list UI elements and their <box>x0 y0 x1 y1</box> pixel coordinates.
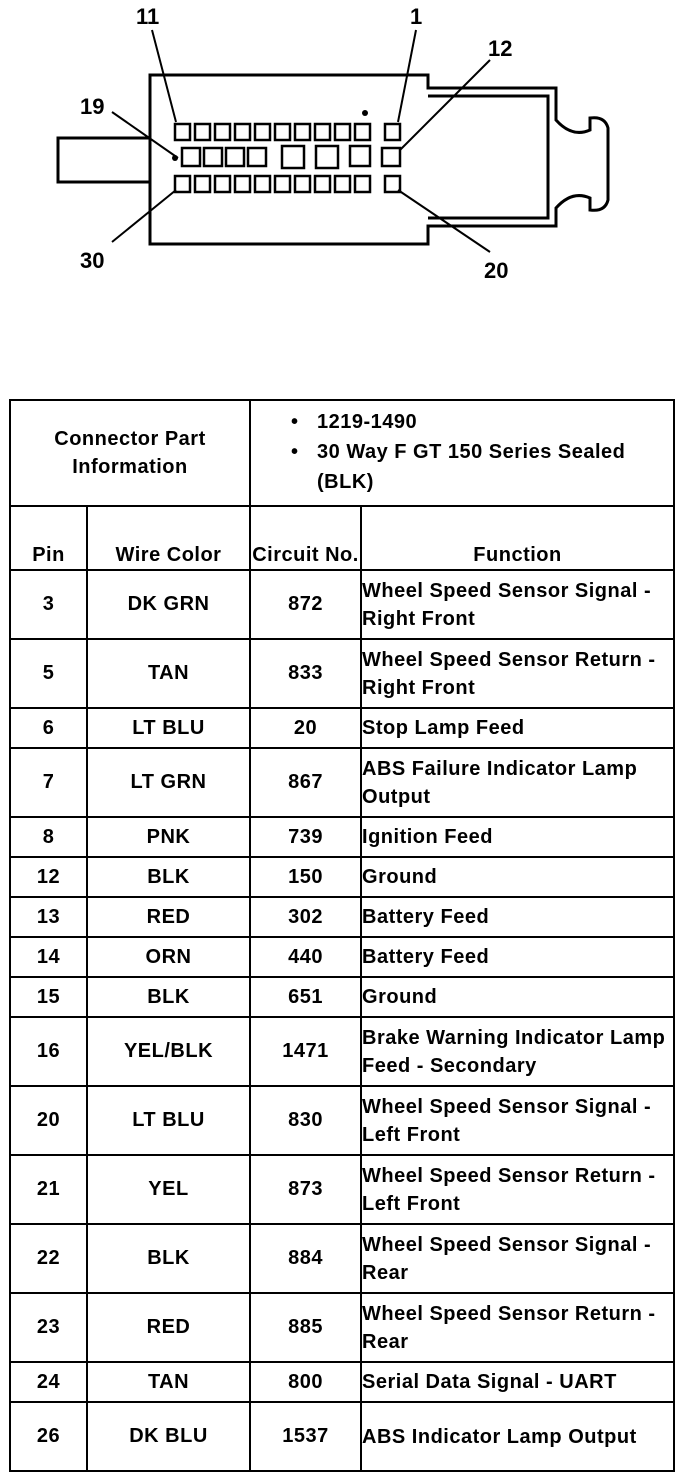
wire-color-cell: DK BLU <box>87 1402 250 1471</box>
pin-label-20: 20 <box>484 258 509 283</box>
function-cell: Brake Warning Indicator Lamp Feed - Secondary <box>361 1017 674 1086</box>
wire-color-cell: BLK <box>87 857 250 897</box>
table-header-row <box>10 506 674 570</box>
function-cell: Wheel Speed Sensor Return - Left Front <box>361 1155 674 1224</box>
pin-label-11: 11 <box>136 4 160 29</box>
function-cell: ABS Failure Indicator Lamp Output <box>361 748 674 817</box>
pinout-table <box>9 399 675 1472</box>
table-row <box>10 857 674 897</box>
pin-label-1: 1 <box>410 4 423 29</box>
header-circuit-no: Circuit No. <box>250 506 361 570</box>
pin-cell: 21 <box>10 1155 87 1224</box>
circuit-cell: 1471 <box>250 1017 361 1086</box>
wire-color-cell: TAN <box>87 1362 250 1402</box>
function-cell: Stop Lamp Feed <box>361 708 674 748</box>
pin-cell: 13 <box>10 897 87 937</box>
function-cell: Wheel Speed Sensor Signal - Right Front <box>361 570 674 639</box>
table-row <box>10 748 674 817</box>
function-cell: ABS Indicator Lamp Output <box>361 1402 674 1471</box>
pin-label-19: 19 <box>80 94 105 119</box>
function-cell: Wheel Speed Sensor Return - Right Front <box>361 639 674 708</box>
pin-label-12: 12 <box>488 36 513 61</box>
header-pin: Pin <box>10 506 87 570</box>
pin-cell: 22 <box>10 1224 87 1293</box>
wire-color-cell: YEL <box>87 1155 250 1224</box>
table-row <box>10 1155 674 1224</box>
pin-cell: 24 <box>10 1362 87 1402</box>
wire-color-cell: BLK <box>87 977 250 1017</box>
table-row <box>10 1402 674 1471</box>
pin-cell: 3 <box>10 570 87 639</box>
middle-pin-row <box>182 146 400 168</box>
table-row <box>10 817 674 857</box>
table-row <box>10 937 674 977</box>
function-cell: Battery Feed <box>361 897 674 937</box>
function-cell: Wheel Speed Sensor Return - Rear <box>361 1293 674 1362</box>
circuit-cell: 1537 <box>250 1402 361 1471</box>
function-cell: Wheel Speed Sensor Signal - Left Front <box>361 1086 674 1155</box>
wire-color-cell: RED <box>87 1293 250 1362</box>
circuit-cell: 302 <box>250 897 361 937</box>
wire-color-cell: YEL/BLK <box>87 1017 250 1086</box>
connector-info-row <box>10 400 674 506</box>
function-cell: Wheel Speed Sensor Signal - Rear <box>361 1224 674 1293</box>
circuit-cell: 150 <box>250 857 361 897</box>
pin-cavity-rows <box>175 124 400 192</box>
pin-cell: 5 <box>10 639 87 708</box>
header-wire-color: Wire Color <box>87 506 250 570</box>
connector-info-label: Connector Part Information <box>10 400 250 506</box>
function-cell: Ground <box>361 857 674 897</box>
pin-label-30: 30 <box>80 248 105 273</box>
circuit-cell: 867 <box>250 748 361 817</box>
circuit-cell: 440 <box>250 937 361 977</box>
wire-color-cell: RED <box>87 897 250 937</box>
header-function: Function <box>361 506 674 570</box>
table-row <box>10 1293 674 1362</box>
table-row <box>10 639 674 708</box>
pin-cell: 14 <box>10 937 87 977</box>
top-pin-row <box>175 124 400 140</box>
part-description: • 30 Way F GT 150 Series Sealed (BLK) <box>291 437 673 497</box>
circuit-cell: 873 <box>250 1155 361 1224</box>
pin-cell: 7 <box>10 748 87 817</box>
wire-color-cell: LT GRN <box>87 748 250 817</box>
circuit-cell: 20 <box>250 708 361 748</box>
pin-cell: 12 <box>10 857 87 897</box>
wire-color-cell: TAN <box>87 639 250 708</box>
pin-cell: 26 <box>10 1402 87 1471</box>
function-cell: Ignition Feed <box>361 817 674 857</box>
circuit-cell: 800 <box>250 1362 361 1402</box>
circuit-cell: 651 <box>250 977 361 1017</box>
table-row <box>10 1086 674 1155</box>
function-cell: Battery Feed <box>361 937 674 977</box>
orientation-dot <box>362 110 368 116</box>
circuit-cell: 830 <box>250 1086 361 1155</box>
wire-color-cell: LT BLU <box>87 708 250 748</box>
circuit-cell: 884 <box>250 1224 361 1293</box>
wire-color-cell: BLK <box>87 1224 250 1293</box>
bottom-pin-row <box>175 176 400 192</box>
wire-color-cell: DK GRN <box>87 570 250 639</box>
wire-color-cell: PNK <box>87 817 250 857</box>
table-row <box>10 570 674 639</box>
pin-cell: 6 <box>10 708 87 748</box>
circuit-cell: 739 <box>250 817 361 857</box>
pin-cell: 20 <box>10 1086 87 1155</box>
wire-color-cell: LT BLU <box>87 1086 250 1155</box>
table-row <box>10 1362 674 1402</box>
wire-color-cell: ORN <box>87 937 250 977</box>
table-row <box>10 897 674 937</box>
connector-diagram <box>0 0 688 300</box>
table-row <box>10 1017 674 1086</box>
function-cell: Ground <box>361 977 674 1017</box>
connector-part-info <box>250 400 674 506</box>
table-row <box>10 977 674 1017</box>
circuit-cell: 885 <box>250 1293 361 1362</box>
pin-cell: 15 <box>10 977 87 1017</box>
pin-cell: 16 <box>10 1017 87 1086</box>
table-row <box>10 708 674 748</box>
pin-cell: 8 <box>10 817 87 857</box>
part-number: • 1219-1490 <box>291 407 673 437</box>
circuit-cell: 872 <box>250 570 361 639</box>
pin-cell: 23 <box>10 1293 87 1362</box>
table-row <box>10 1224 674 1293</box>
function-cell: Serial Data Signal - UART <box>361 1362 674 1402</box>
circuit-cell: 833 <box>250 639 361 708</box>
